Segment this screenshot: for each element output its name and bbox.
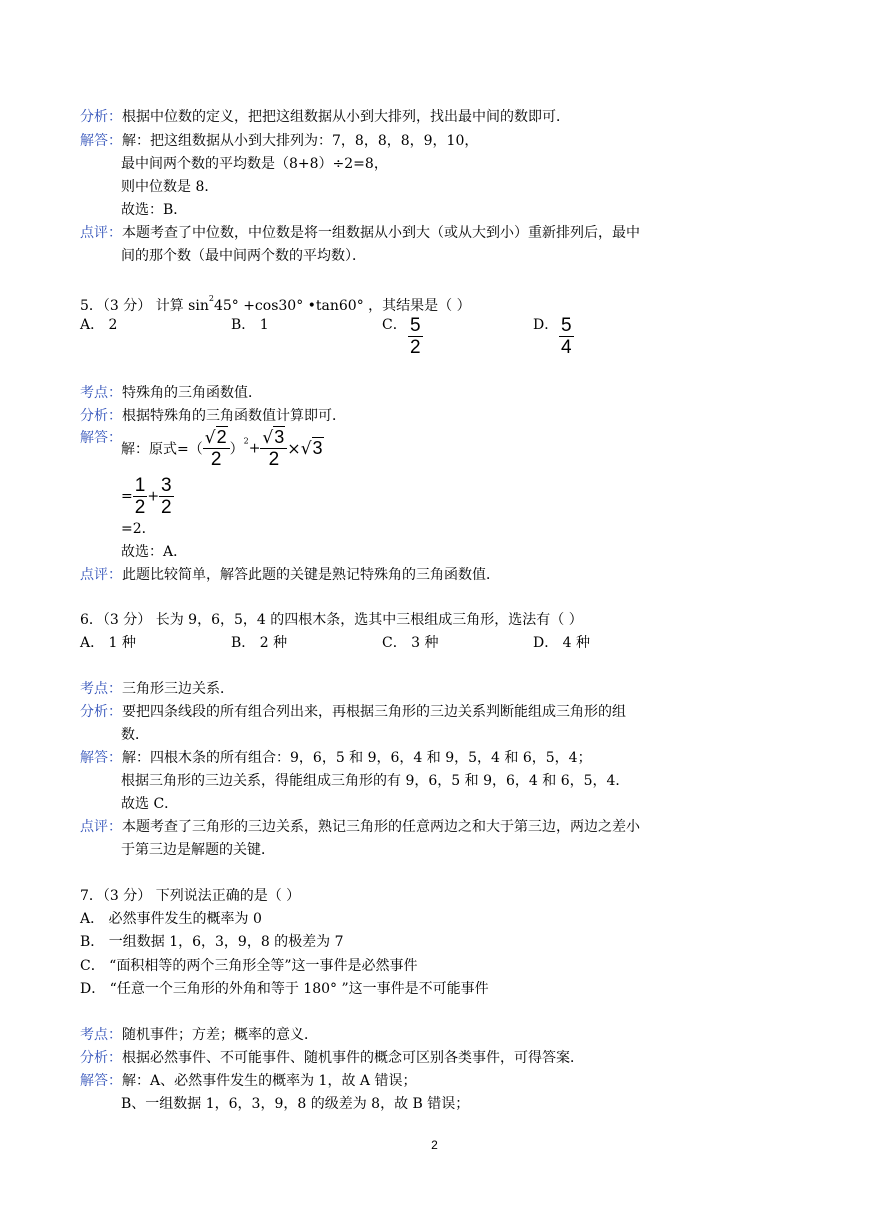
analysis-label: 分析： <box>80 109 122 125</box>
fraction-denominator: 2 <box>161 497 172 518</box>
q7-analysis-text: 根据必然事件、不可能事件、随机事件的概念可区别各类事件，可得答案． <box>122 1050 584 1066</box>
point-label: 考点： <box>80 681 122 697</box>
formula-plus: + <box>147 488 160 505</box>
formula-plus: + <box>248 440 261 457</box>
fraction-denominator: 4 <box>561 337 572 358</box>
radicand: 3 <box>312 438 323 458</box>
q4-analysis-line <box>80 108 570 126</box>
analysis-label: 分析： <box>80 1050 122 1066</box>
q5-option-b: B． 1 <box>231 317 269 333</box>
q4-answer-line-2: 最中间两个数的平均数是（8+8）÷2=8， <box>121 156 388 172</box>
q4-comment-text: 本题考查了中位数，中位数是将一组数据从小到大（或从大到小）重新排列后，最中 <box>122 225 640 241</box>
q7-point-text: 随机事件；方差；概率的意义． <box>122 1027 318 1043</box>
q5-answer-formula-2 <box>121 476 174 517</box>
q6-point-line <box>80 680 234 698</box>
fraction-denominator: 2 <box>134 497 146 518</box>
q6-option-d: D． 4 种 <box>533 635 591 651</box>
q5-answer-line-3: =2． <box>121 521 156 537</box>
fraction-numerator: 1 <box>134 475 146 496</box>
analysis-label: 分析： <box>80 408 122 424</box>
q6-option-a: A． 1 种 <box>80 635 136 651</box>
fraction-numerator: 5 <box>561 315 572 336</box>
q5-answer-label <box>80 429 122 447</box>
q6-answer-line-3: 故选 C． <box>121 796 179 812</box>
q6-option-b: B． 2 种 <box>231 635 288 651</box>
q5-option-d-label: D． <box>533 317 559 333</box>
formula-times: × <box>287 439 301 458</box>
q5-analysis-text: 根据特殊角的三角函数值计算即可． <box>122 408 346 424</box>
q5-answer-formula-1 <box>121 428 324 469</box>
q6-answer-text: 解：四根木条的所有组合：9，6，5 和 9，6，4 和 9，5，4 和 6，5，4； <box>122 750 592 766</box>
answer-label: 解答： <box>80 430 122 446</box>
q6-analysis-text: 要把四条线段的所有组合列出来，再根据三角形的三边关系判断能组成三角形的组 <box>122 704 626 720</box>
fraction-numerator: 3 <box>161 475 172 496</box>
point-label: 考点： <box>80 385 122 401</box>
q5-stem-superscript: 2 <box>208 294 214 303</box>
q7-answer-line-1 <box>80 1072 416 1090</box>
point-label: 考点： <box>80 1027 122 1043</box>
q7-answer-text: 解：A、必然事件发生的概率为 1，故 A 错误； <box>122 1073 417 1089</box>
q7-analysis-line <box>80 1049 584 1067</box>
q7-option-a: A． 必然事件发生的概率为 0 <box>80 911 262 927</box>
q5-stem-part: 45° +cos30° •tan60° ，其结果是（ ） <box>213 298 471 314</box>
fraction-denominator: 2 <box>410 337 421 358</box>
q5-point-line <box>80 384 262 402</box>
analysis-label: 分析： <box>80 704 122 720</box>
q7-point-line <box>80 1026 318 1044</box>
q6-comment-line-1 <box>80 818 640 836</box>
q6-analysis-line-1 <box>80 703 626 721</box>
q4-answer-line-4: 故选：B． <box>121 202 188 218</box>
fraction-denominator: 2 <box>210 449 222 470</box>
q5-comment-text: 此题比较简单，解答此题的关键是熟记特殊角的三角函数值． <box>122 567 500 583</box>
radical: √3 <box>300 438 323 459</box>
q6-comment-text: 本题考查了三角形的三边关系，熟记三角形的任意两边之和大于第三边，两边之差小 <box>122 819 640 835</box>
q5-option-d-fraction <box>559 316 574 357</box>
radicand: 2 <box>216 427 227 447</box>
q6-point-text: 三角形三边关系． <box>122 681 234 697</box>
q5-answer-line-4: 故选：A． <box>121 544 188 560</box>
q7-answer-line-2: B、一组数据 1，6，3，9，8 的级差为 8，故 B 错误； <box>121 1096 470 1112</box>
q4-comment-line-2: 间的那个数（最中间两个数的平均数）． <box>121 248 366 264</box>
q7-option-b: B． 一组数据 1，6，3，9，8 的极差为 7 <box>80 934 344 950</box>
q7-option-c: C． “面积相等的两个三角形全等”这一事件是必然事件 <box>80 958 418 974</box>
q4-answer-text: 解：把这组数据从小到大排列为：7，8，8，8，9，10， <box>122 133 479 149</box>
page-number: 2 <box>431 1138 438 1152</box>
comment-label: 点评： <box>80 225 122 241</box>
formula-text: 解：原式=（ <box>121 441 203 458</box>
q6-answer-line-1 <box>80 749 592 767</box>
q6-stem: 6．（3 分） 长为 9，6，5，4 的四根木条，选其中三根组成三角形，选法有（ ） <box>80 612 583 628</box>
fraction-numerator: 5 <box>410 315 421 336</box>
radical: √2 <box>204 427 227 448</box>
q6-comment-line-2: 于第三边是解题的关键． <box>121 842 275 858</box>
q4-answer-line-1 <box>80 132 478 150</box>
q5-point-text: 特殊角的三角函数值． <box>122 385 262 401</box>
radicand: 3 <box>274 427 285 447</box>
q4-comment-line-1 <box>80 224 640 242</box>
radical: √3 <box>262 427 285 448</box>
q5-stem-part: 5．（3 分） 计算 sin <box>80 298 209 314</box>
comment-label: 点评： <box>80 819 122 835</box>
q5-option-c-label: C． <box>382 317 407 333</box>
q5-comment-line <box>80 566 500 584</box>
fraction-denominator: 2 <box>268 449 280 470</box>
formula-exponent: 2 <box>243 436 249 446</box>
q6-option-c: C． 3 种 <box>382 635 439 651</box>
q4-answer-line-3: 则中位数是 8． <box>121 179 219 195</box>
comment-label: 点评： <box>80 567 122 583</box>
answer-label: 解答： <box>80 750 122 766</box>
q5-option-c-fraction <box>408 316 423 357</box>
q6-answer-line-2: 根据三角形的三边关系，得能组成三角形的有 9，6，5 和 9，6，4 和 6，5，4． <box>121 773 630 789</box>
q5-analysis-line <box>80 407 346 425</box>
q7-stem: 7．（3 分） 下列说法正确的是（ ） <box>80 888 301 904</box>
answer-label: 解答： <box>80 1073 122 1089</box>
q6-analysis-line-2: 数． <box>121 727 149 743</box>
q7-option-d: D． “任意一个三角形的外角和等于 180° ”这一事件是不可能事件 <box>80 981 489 997</box>
q4-analysis-text: 根据中位数的定义，把把这组数据从小到大排列，找出最中间的数即可． <box>122 109 570 125</box>
answer-label: 解答： <box>80 133 122 149</box>
q5-option-a: A． 2 <box>80 317 118 333</box>
formula-paren: ） <box>229 441 244 458</box>
q5-stem <box>80 290 471 315</box>
formula-equals: = <box>121 488 133 505</box>
